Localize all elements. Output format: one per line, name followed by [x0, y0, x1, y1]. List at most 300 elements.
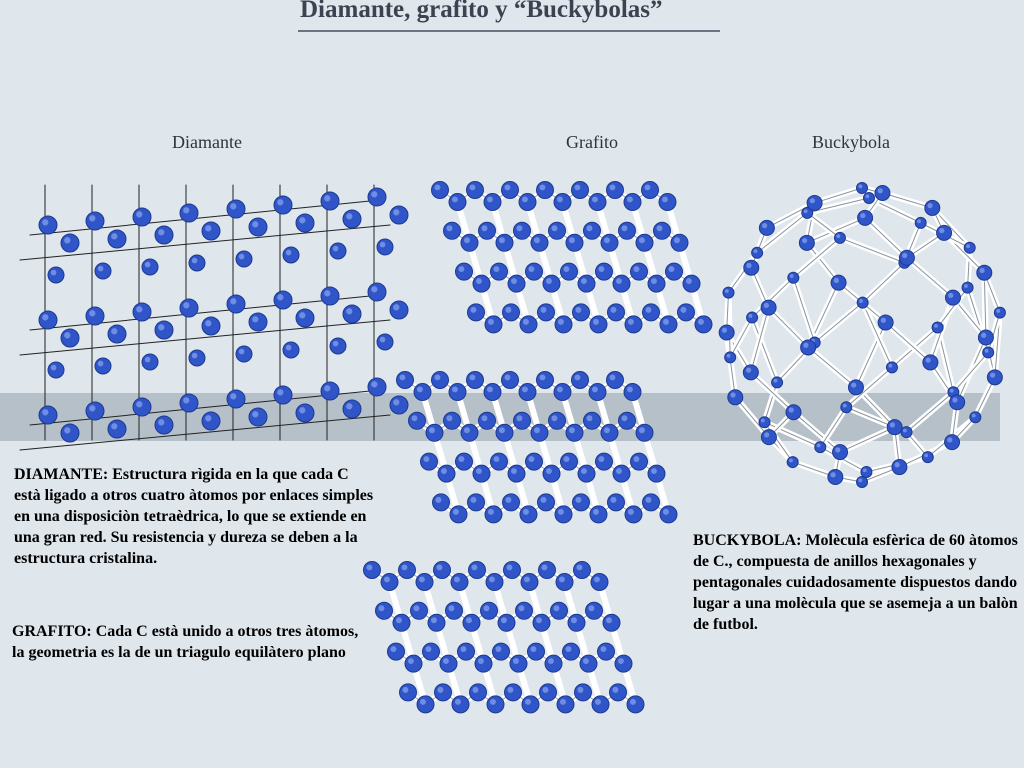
atom-highlight — [558, 509, 564, 515]
atom-highlight — [569, 237, 575, 243]
atom-highlight — [469, 374, 475, 380]
carbon-atom — [405, 655, 422, 672]
atom-highlight — [950, 389, 954, 393]
carbon-atom — [671, 234, 688, 251]
atom-highlight — [592, 386, 598, 392]
atom-highlight — [851, 382, 856, 387]
carbon-atom — [390, 206, 408, 224]
bond — [863, 263, 905, 303]
atom-highlight — [516, 225, 522, 231]
atom-highlight — [633, 266, 639, 272]
atom-highlight — [205, 320, 211, 326]
atom-highlight — [64, 427, 70, 433]
carbon-atom — [584, 222, 601, 239]
atom-highlight — [542, 687, 548, 693]
atom-highlight — [586, 225, 592, 231]
atom-highlight — [448, 605, 454, 611]
bond — [907, 258, 953, 298]
carbon-atom — [858, 210, 873, 225]
carbon-atom — [627, 696, 644, 713]
atom-highlight — [505, 497, 511, 503]
carbon-atom — [505, 684, 522, 701]
atom-highlight — [860, 213, 865, 218]
atom-highlight — [927, 203, 932, 208]
atom-highlight — [616, 468, 622, 474]
carbon-atom — [589, 194, 606, 211]
carbon-atom — [428, 614, 445, 631]
carbon-atom — [857, 477, 868, 488]
carbon-atom — [601, 234, 618, 251]
atom-highlight — [761, 419, 765, 423]
carbon-atom — [417, 696, 434, 713]
atom-highlight — [964, 284, 968, 288]
carbon-atom — [274, 291, 292, 309]
carbon-atom — [485, 506, 502, 523]
atom-highlight — [668, 266, 674, 272]
atom-highlight — [458, 266, 464, 272]
carbon-atom — [607, 182, 624, 199]
carbon-atom — [531, 424, 548, 441]
atom-highlight — [42, 314, 48, 320]
carbon-atom — [95, 263, 111, 279]
atom-highlight — [524, 576, 530, 582]
atom-highlight — [749, 314, 753, 318]
atom-highlight — [790, 274, 794, 278]
carbon-atom — [467, 182, 484, 199]
carbon-atom — [970, 412, 981, 423]
carbon-atom — [487, 696, 504, 713]
atom-highlight — [64, 332, 70, 338]
atom-highlight — [499, 427, 505, 433]
carbon-atom — [608, 304, 625, 321]
atom-highlight — [598, 456, 604, 462]
carbon-atom — [725, 352, 736, 363]
atom-highlight — [645, 307, 651, 313]
atom-highlight — [511, 468, 517, 474]
atom-highlight — [399, 374, 405, 380]
carbon-atom — [61, 234, 79, 252]
atom-highlight — [722, 328, 727, 333]
atom-highlight — [835, 447, 840, 452]
carbon-atom — [388, 643, 405, 660]
carbon-atom — [343, 400, 361, 418]
carbon-atom — [945, 290, 960, 305]
carbon-atom — [463, 614, 480, 631]
carbon-atom — [189, 255, 205, 271]
carbon-atom — [376, 602, 393, 619]
atom-highlight — [546, 278, 552, 284]
atom-highlight — [89, 405, 95, 411]
carbon-atom — [508, 275, 525, 292]
carbon-atom — [274, 386, 292, 404]
carbon-atom — [520, 506, 537, 523]
atom-highlight — [610, 307, 616, 313]
carbon-atom — [493, 643, 510, 660]
atom-highlight — [239, 349, 245, 355]
carbon-atom — [608, 494, 625, 511]
atom-highlight — [559, 576, 565, 582]
carbon-atom — [467, 372, 484, 389]
atom-highlight — [434, 184, 440, 190]
carbon-atom — [440, 655, 457, 672]
carbon-atom — [578, 275, 595, 292]
atom-highlight — [441, 468, 447, 474]
carbon-atom — [496, 234, 513, 251]
atom-highlight — [505, 307, 511, 313]
atom-highlight — [464, 237, 470, 243]
atom-highlight — [803, 343, 808, 348]
atom-highlight — [836, 234, 840, 238]
atom-highlight — [478, 658, 484, 664]
carbon-atom — [719, 325, 734, 340]
atom-highlight — [516, 415, 522, 421]
carbon-atom — [444, 222, 461, 239]
carbon-atom — [566, 234, 583, 251]
atom-highlight — [610, 497, 616, 503]
carbon-atom — [390, 301, 408, 319]
atom-highlight — [286, 345, 292, 351]
carbon-atom — [590, 506, 607, 523]
carbon-atom — [330, 338, 346, 354]
carbon-atom — [451, 574, 468, 591]
carbon-atom — [86, 402, 104, 420]
carbon-atom — [503, 304, 520, 321]
atom-highlight — [436, 564, 442, 570]
atom-highlight — [476, 278, 482, 284]
carbon-atom — [586, 602, 603, 619]
graphite-caption: GRAFITO: Cada C està unido a otros tres àtomos, la geometria es la de un triagulo equilàtero plano — [12, 623, 359, 661]
atom-highlight — [902, 253, 907, 258]
carbon-atom — [227, 390, 245, 408]
atom-highlight — [558, 319, 564, 325]
atom-highlight — [594, 576, 600, 582]
carbon-atom — [61, 329, 79, 347]
atom-highlight — [574, 184, 580, 190]
carbon-atom — [575, 684, 592, 701]
carbon-atom — [678, 304, 695, 321]
atom-highlight — [324, 385, 330, 391]
carbon-atom — [368, 283, 386, 301]
carbon-atom — [503, 494, 520, 511]
atom-highlight — [413, 605, 419, 611]
carbon-atom — [925, 200, 940, 215]
atom-highlight — [42, 219, 48, 225]
carbon-atom — [227, 295, 245, 313]
carbon-atom — [642, 182, 659, 199]
carbon-atom — [887, 420, 902, 435]
carbon-atom — [761, 430, 776, 445]
atom-highlight — [522, 386, 528, 392]
atom-highlight — [917, 219, 921, 223]
carbon-atom — [549, 222, 566, 239]
carbon-atom — [236, 346, 252, 362]
atom-highlight — [89, 215, 95, 221]
atom-highlight — [581, 278, 587, 284]
atom-highlight — [506, 564, 512, 570]
carbon-atom — [591, 574, 608, 591]
carbon-atom — [526, 453, 543, 470]
atom-highlight — [507, 687, 513, 693]
atom-highlight — [487, 386, 493, 392]
atom-highlight — [183, 302, 189, 308]
carbon-atom — [180, 394, 198, 412]
atom-highlight — [762, 223, 767, 228]
carbon-atom — [977, 265, 992, 280]
graphite-label: Grafito — [566, 132, 618, 152]
carbon-atom — [578, 465, 595, 482]
atom-highlight — [458, 456, 464, 462]
carbon-atom — [519, 384, 536, 401]
carbon-atom — [411, 602, 428, 619]
buckyball-caption: BUCKYBOLA: Molècula esfèrica de 60 àtomos de C., compuesta de anillos hexagonales y pentagonales cuidadosamente dispuestos dando lugar a una molècula que se asemeja a un balòn de futbol. — [693, 532, 1018, 633]
carbon-atom — [155, 321, 173, 339]
carbon-atom — [899, 250, 914, 265]
atom-highlight — [746, 367, 751, 372]
carbon-atom — [537, 372, 554, 389]
atom-highlight — [553, 605, 559, 611]
carbon-atom — [330, 243, 346, 259]
carbon-atom — [421, 453, 438, 470]
atom-highlight — [493, 456, 499, 462]
carbon-atom — [516, 602, 533, 619]
carbon-atom — [743, 365, 758, 380]
atom-highlight — [592, 196, 598, 202]
carbon-atom — [86, 307, 104, 325]
atom-highlight — [183, 207, 189, 213]
carbon-atom — [574, 562, 591, 579]
atom-highlight — [518, 605, 524, 611]
carbon-atom — [619, 412, 636, 429]
carbon-atom — [502, 182, 519, 199]
atom-highlight — [490, 699, 496, 705]
atom-highlight — [586, 415, 592, 421]
carbon-atom — [475, 655, 492, 672]
atom-highlight — [746, 263, 751, 268]
carbon-atom — [759, 220, 774, 235]
atom-highlight — [656, 225, 662, 231]
carbon-atom — [450, 506, 467, 523]
atom-highlight — [606, 617, 612, 623]
atom-highlight — [583, 658, 589, 664]
carbon-atom — [377, 239, 393, 255]
atom-highlight — [644, 184, 650, 190]
atom-highlight — [858, 478, 862, 482]
atom-highlight — [423, 456, 429, 462]
bond — [953, 352, 988, 392]
carbon-atom — [142, 354, 158, 370]
atom-highlight — [604, 427, 610, 433]
carbon-atom — [543, 275, 560, 292]
carbon-atom — [607, 372, 624, 389]
carbon-atom — [556, 574, 573, 591]
carbon-atom — [461, 234, 478, 251]
carbon-atom — [601, 424, 618, 441]
atom-highlight — [536, 617, 542, 623]
atom-highlight — [425, 646, 431, 652]
carbon-atom — [533, 614, 550, 631]
carbon-atom — [615, 655, 632, 672]
carbon-atom — [473, 275, 490, 292]
atom-highlight — [380, 337, 386, 343]
atom-highlight — [830, 472, 835, 477]
carbon-atom — [563, 643, 580, 660]
carbon-atom — [484, 384, 501, 401]
atom-highlight — [575, 307, 581, 313]
carbon-atom — [458, 643, 475, 660]
carbon-atom — [901, 427, 912, 438]
atom-highlight — [985, 349, 989, 353]
carbon-atom — [452, 696, 469, 713]
atom-highlight — [324, 195, 330, 201]
bond — [840, 238, 904, 263]
carbon-atom — [522, 696, 539, 713]
carbon-atom — [393, 614, 410, 631]
atom-highlight — [952, 397, 957, 402]
carbon-atom — [377, 334, 393, 350]
carbon-atom — [788, 272, 799, 283]
carbon-atom — [555, 506, 572, 523]
carbon-atom — [108, 325, 126, 343]
atom-highlight — [934, 324, 938, 328]
atom-highlight — [299, 217, 305, 223]
atom-highlight — [145, 357, 151, 363]
carbon-atom — [236, 251, 252, 267]
bond — [840, 427, 895, 452]
carbon-atom — [432, 372, 449, 389]
carbon-atom — [572, 372, 589, 389]
atom-highlight — [346, 213, 352, 219]
atom-highlight — [183, 397, 189, 403]
atom-highlight — [513, 658, 519, 664]
carbon-atom — [861, 467, 872, 478]
carbon-atom — [631, 263, 648, 280]
atom-highlight — [539, 374, 545, 380]
carbon-atom — [227, 200, 245, 218]
carbon-atom — [596, 263, 613, 280]
carbon-atom — [554, 194, 571, 211]
carbon-atom — [61, 424, 79, 442]
atom-highlight — [546, 468, 552, 474]
atom-highlight — [878, 188, 883, 193]
atom-highlight — [446, 225, 452, 231]
carbon-atom — [864, 192, 875, 203]
carbon-atom — [590, 316, 607, 333]
atom-highlight — [111, 423, 117, 429]
atom-highlight — [540, 307, 546, 313]
atom-highlight — [371, 381, 377, 387]
atom-highlight — [604, 237, 610, 243]
carbon-atom — [48, 267, 64, 283]
atom-highlight — [725, 289, 729, 293]
atom-highlight — [346, 403, 352, 409]
atom-highlight — [466, 617, 472, 623]
carbon-atom — [485, 316, 502, 333]
carbon-atom — [625, 506, 642, 523]
atom-highlight — [575, 497, 581, 503]
carbon-atom — [426, 424, 443, 441]
atom-highlight — [571, 617, 577, 623]
atom-highlight — [698, 319, 704, 325]
atom-highlight — [446, 415, 452, 421]
carbon-atom — [538, 494, 555, 511]
atom-highlight — [111, 233, 117, 239]
carbon-atom — [155, 226, 173, 244]
atom-highlight — [534, 427, 540, 433]
atom-highlight — [205, 225, 211, 231]
carbon-atom — [648, 275, 665, 292]
carbon-atom — [695, 316, 712, 333]
carbon-atom — [610, 684, 627, 701]
atom-highlight — [42, 409, 48, 415]
carbon-atom — [978, 330, 993, 345]
atom-highlight — [499, 237, 505, 243]
atom-highlight — [487, 196, 493, 202]
atom-highlight — [145, 262, 151, 268]
atom-highlight — [286, 250, 292, 256]
atom-highlight — [804, 209, 808, 213]
atom-highlight — [333, 341, 339, 347]
diamond-label: Diamante — [172, 132, 242, 152]
carbon-atom — [249, 313, 267, 331]
buckyball-structure — [719, 183, 1005, 488]
atom-highlight — [621, 415, 627, 421]
atom-highlight — [192, 258, 198, 264]
atom-highlight — [979, 268, 984, 273]
carbon-atom — [994, 307, 1005, 318]
carbon-atom — [596, 453, 613, 470]
atom-highlight — [560, 699, 566, 705]
carbon-atom — [249, 218, 267, 236]
carbon-atom — [498, 614, 515, 631]
carbon-atom — [549, 412, 566, 429]
atom-highlight — [924, 454, 928, 458]
carbon-atom — [592, 696, 609, 713]
atom-highlight — [481, 225, 487, 231]
atom-highlight — [926, 358, 931, 363]
atom-highlight — [277, 199, 283, 205]
carbon-atom — [86, 212, 104, 230]
carbon-atom — [368, 378, 386, 396]
buckyball-label: Buckybola — [812, 132, 890, 152]
carbon-atom — [886, 362, 897, 373]
atom-highlight — [528, 266, 534, 272]
carbon-atom — [561, 263, 578, 280]
carbon-atom — [491, 453, 508, 470]
carbon-atom — [133, 208, 151, 226]
atom-highlight — [158, 419, 164, 425]
atom-highlight — [530, 646, 536, 652]
atom-highlight — [630, 699, 636, 705]
atom-highlight — [324, 290, 330, 296]
atom-highlight — [888, 364, 892, 368]
carbon-atom — [368, 188, 386, 206]
atom-highlight — [966, 244, 970, 248]
carbon-atom — [381, 574, 398, 591]
atom-highlight — [64, 237, 70, 243]
carbon-atom — [108, 420, 126, 438]
atom-highlight — [390, 646, 396, 652]
carbon-atom — [613, 465, 630, 482]
graphite-structure — [364, 182, 713, 713]
carbon-atom — [486, 574, 503, 591]
atom-highlight — [495, 646, 501, 652]
atom-highlight — [551, 225, 557, 231]
atom-highlight — [523, 319, 529, 325]
atom-highlight — [651, 468, 657, 474]
atom-highlight — [598, 266, 604, 272]
atom-highlight — [895, 462, 900, 467]
atom-highlight — [996, 309, 1000, 313]
